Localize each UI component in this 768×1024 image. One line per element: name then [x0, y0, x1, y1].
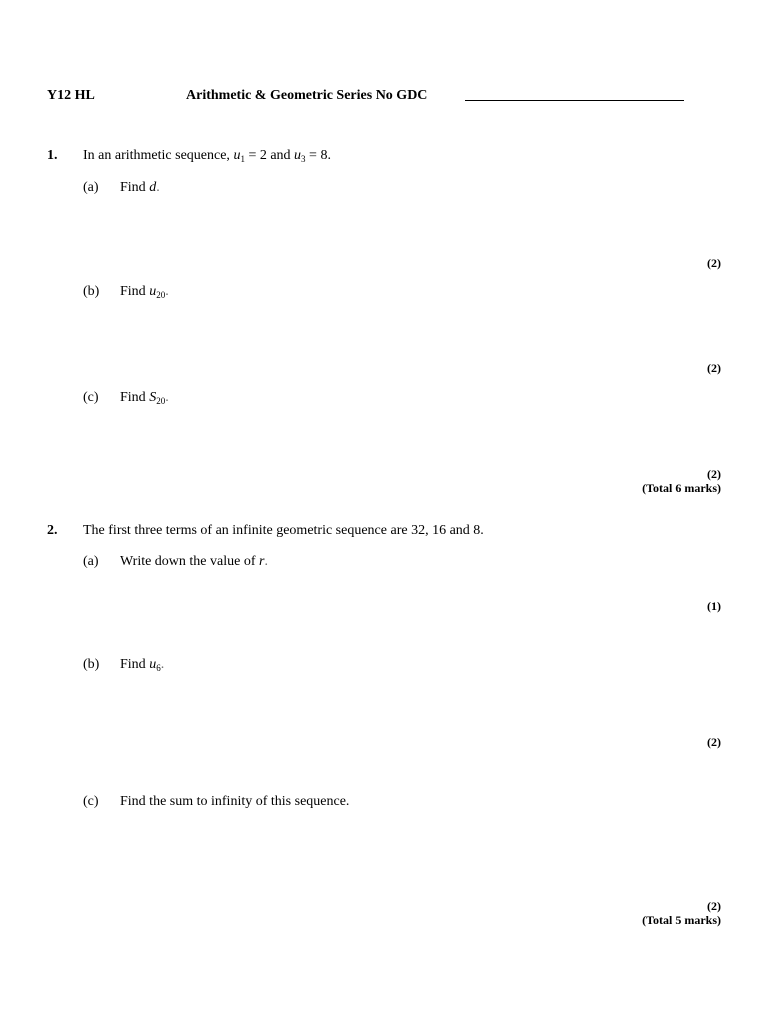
part-end: .: [165, 284, 169, 299]
question-1-stem-sub1: 1: [240, 154, 245, 164]
question-2-part-a-text: [120, 554, 268, 570]
question-1-number: 1.: [47, 148, 58, 163]
question-1-stem-u1: u: [233, 148, 241, 163]
part-sub: 20: [156, 396, 166, 406]
part-sub: 6: [156, 663, 161, 673]
question-2-part-b-marks: (2): [707, 735, 721, 749]
question-1-stem-eq2: = 8.: [309, 148, 331, 163]
question-1-stem: [83, 148, 331, 164]
question-1-stem-sub3: 3: [301, 154, 306, 164]
question-1-part-c-text: [120, 390, 169, 406]
part-end: .: [156, 180, 160, 195]
question-2-part-a-label: (a): [83, 554, 99, 569]
question-1-stem-eq1: = 2 and: [248, 148, 291, 163]
question-1-part-a-text: [120, 180, 160, 196]
part-text: Write down the value of: [120, 554, 256, 569]
question-2-part-c-text: Find the sum to infinity of this sequence.: [120, 794, 350, 809]
question-1-stem-u3: u: [294, 148, 302, 163]
question-1-part-a-label: (a): [83, 180, 99, 195]
question-2-part-c-label: (c): [83, 794, 99, 809]
question-2-part-b-text: [120, 657, 164, 673]
question-2-part-c-marks: (2): [707, 899, 721, 913]
part-text: Find: [120, 657, 146, 672]
part-end: .: [160, 657, 165, 672]
question-2-stem: The first three terms of an infinite geometric sequence are 32, 16 and 8.: [83, 523, 484, 538]
part-var: S: [149, 390, 157, 405]
part-text: Find: [120, 180, 146, 195]
question-1-part-b-text: [120, 284, 169, 300]
worksheet-title: Arithmetic & Geometric Series No GDC: [186, 88, 428, 103]
question-1-total-marks: (Total 6 marks): [642, 481, 721, 495]
part-text: Find: [120, 390, 146, 405]
part-end: .: [165, 390, 169, 405]
question-1-part-c-marks: (2): [707, 467, 721, 481]
question-1-part-b-marks: (2): [707, 361, 721, 375]
question-1-stem-lead: In an arithmetic sequence,: [83, 148, 230, 163]
question-1-part-b-label: (b): [83, 284, 100, 299]
part-var: r: [259, 554, 265, 569]
part-sub: 20: [156, 290, 166, 300]
part-end: .: [264, 554, 268, 569]
question-2-part-a-marks: (1): [707, 599, 721, 613]
part-var: u: [149, 657, 157, 672]
question-2-total-marks: (Total 5 marks): [642, 913, 721, 927]
course-code: Y12 HL: [47, 88, 95, 103]
question-2-number: 2.: [47, 523, 58, 538]
name-line: [465, 100, 684, 101]
part-var: u: [149, 284, 157, 299]
question-2-part-b-label: (b): [83, 657, 100, 672]
question-1-part-a-marks: (2): [707, 256, 721, 270]
question-1-part-c-label: (c): [83, 390, 99, 405]
part-text: Find: [120, 284, 146, 299]
part-var: d: [149, 180, 157, 195]
